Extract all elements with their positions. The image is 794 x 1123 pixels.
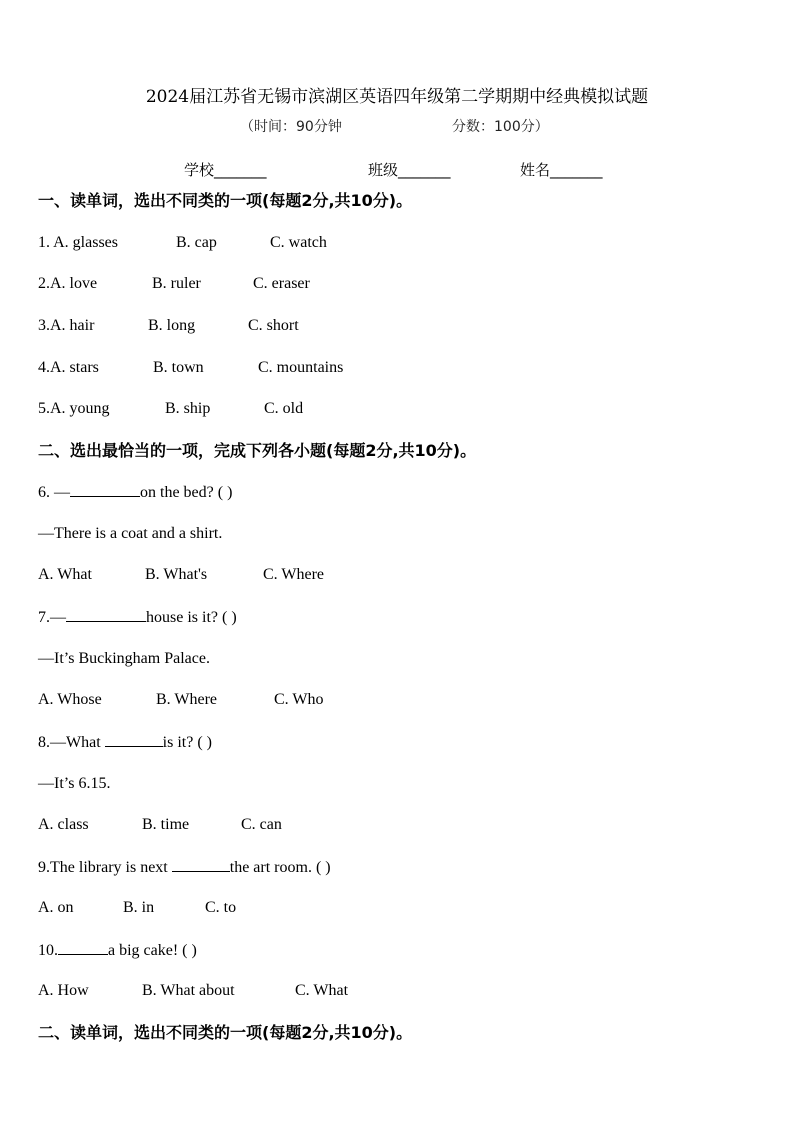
q6-suffix: on the bed? ( ): [140, 484, 233, 501]
q5-option-c: C. old: [264, 400, 304, 417]
q6-option-c: C. Where: [263, 566, 325, 583]
exam-time: （时间：90分钟: [240, 119, 342, 135]
section-1-heading: 一、读单词，选出不同类的一项(每题2分,共10分)。: [38, 191, 413, 210]
q8-option-b: B. time: [142, 816, 190, 833]
q7-answer: —It’s Buckingham Palace.: [38, 650, 210, 667]
q9-option-c: C. to: [205, 899, 237, 916]
q9-option-a: A. on: [38, 899, 74, 916]
q9-blank: [172, 857, 230, 872]
q7-blank: [66, 607, 146, 622]
section-2-heading: 二、选出最恰当的一项，完成下列各小题(每题2分,共10分)。: [38, 441, 477, 460]
q8-options: [38, 815, 282, 835]
q8-option-a: A. class: [38, 816, 89, 833]
q7-prefix: 7.—: [38, 609, 66, 626]
question-4: [38, 358, 343, 378]
q3-option-b: B. long: [148, 317, 196, 334]
q8-blank: [105, 732, 163, 747]
q10-suffix: a big cake! ( ): [108, 942, 197, 959]
q7-options: [38, 690, 323, 710]
q2-option-b: B. ruler: [152, 275, 201, 292]
question-2: [38, 274, 310, 294]
q4-option-b: B. town: [153, 359, 204, 376]
q2-option-a: 2.A. love: [38, 275, 98, 292]
q10-prefix: 10.: [38, 942, 58, 959]
q10-option-a: A. How: [38, 982, 89, 999]
question-5: [38, 399, 303, 419]
q1-option-c: C. watch: [270, 234, 327, 251]
q7-option-c: C. Who: [274, 691, 324, 708]
q6-option-b: B. What's: [145, 566, 208, 583]
q10-option-b: B. What about: [142, 982, 235, 999]
q10-option-c: C. What: [295, 982, 349, 999]
q10-options: [38, 981, 348, 1001]
q7-option-a: A. Whose: [38, 691, 102, 708]
q8-prefix: 8.—What: [38, 734, 105, 751]
q9-suffix: the art room. ( ): [229, 859, 331, 876]
exam-score: 分数：100分）: [452, 119, 549, 135]
q8-answer: —It’s 6.15.: [38, 775, 111, 792]
q9-options: [38, 898, 236, 918]
q9-option-b: B. in: [123, 899, 155, 916]
q8-option-c: C. can: [241, 816, 282, 833]
q5-option-b: B. ship: [165, 400, 211, 417]
q2-option-c: C. eraser: [253, 275, 310, 292]
name-field: 姓名_______: [520, 161, 603, 179]
q6-options: [38, 565, 324, 585]
q6-answer: —There is a coat and a shirt.: [38, 525, 223, 542]
q7-suffix: house is it? ( ): [146, 609, 237, 626]
question-6: [38, 482, 232, 503]
question-3: [38, 316, 299, 336]
question-8: [38, 732, 212, 753]
question-9: [38, 857, 331, 878]
q1-option-a: 1. A. glasses: [38, 234, 118, 251]
question-1: [38, 233, 327, 253]
question-7: [38, 607, 237, 628]
q3-option-a: 3.A. hair: [38, 317, 95, 334]
question-10: [38, 940, 197, 961]
class-field: 班级_______: [368, 161, 451, 179]
q4-option-a: 4.A. stars: [38, 359, 99, 376]
q9-prefix: 9.The library is next: [38, 859, 172, 876]
q1-option-b: B. cap: [176, 234, 217, 251]
exam-title: 2024届江苏省无锡市滨湖区英语四年级第二学期期中经典模拟试题: [145, 87, 649, 107]
q3-option-c: C. short: [248, 317, 299, 334]
section-3-heading: 二、读单词，选出不同类的一项(每题2分,共10分)。: [38, 1023, 413, 1042]
q4-option-c: C. mountains: [258, 359, 344, 376]
q5-option-a: 5.A. young: [38, 400, 110, 417]
q6-prefix: 6. —: [38, 484, 70, 501]
q6-option-a: A. What: [38, 566, 92, 583]
q10-blank: [58, 940, 108, 955]
q7-option-b: B. Where: [156, 691, 218, 708]
school-field: 学校_______: [184, 161, 267, 179]
q6-blank: [70, 482, 140, 497]
q8-suffix: is it? ( ): [162, 734, 212, 751]
